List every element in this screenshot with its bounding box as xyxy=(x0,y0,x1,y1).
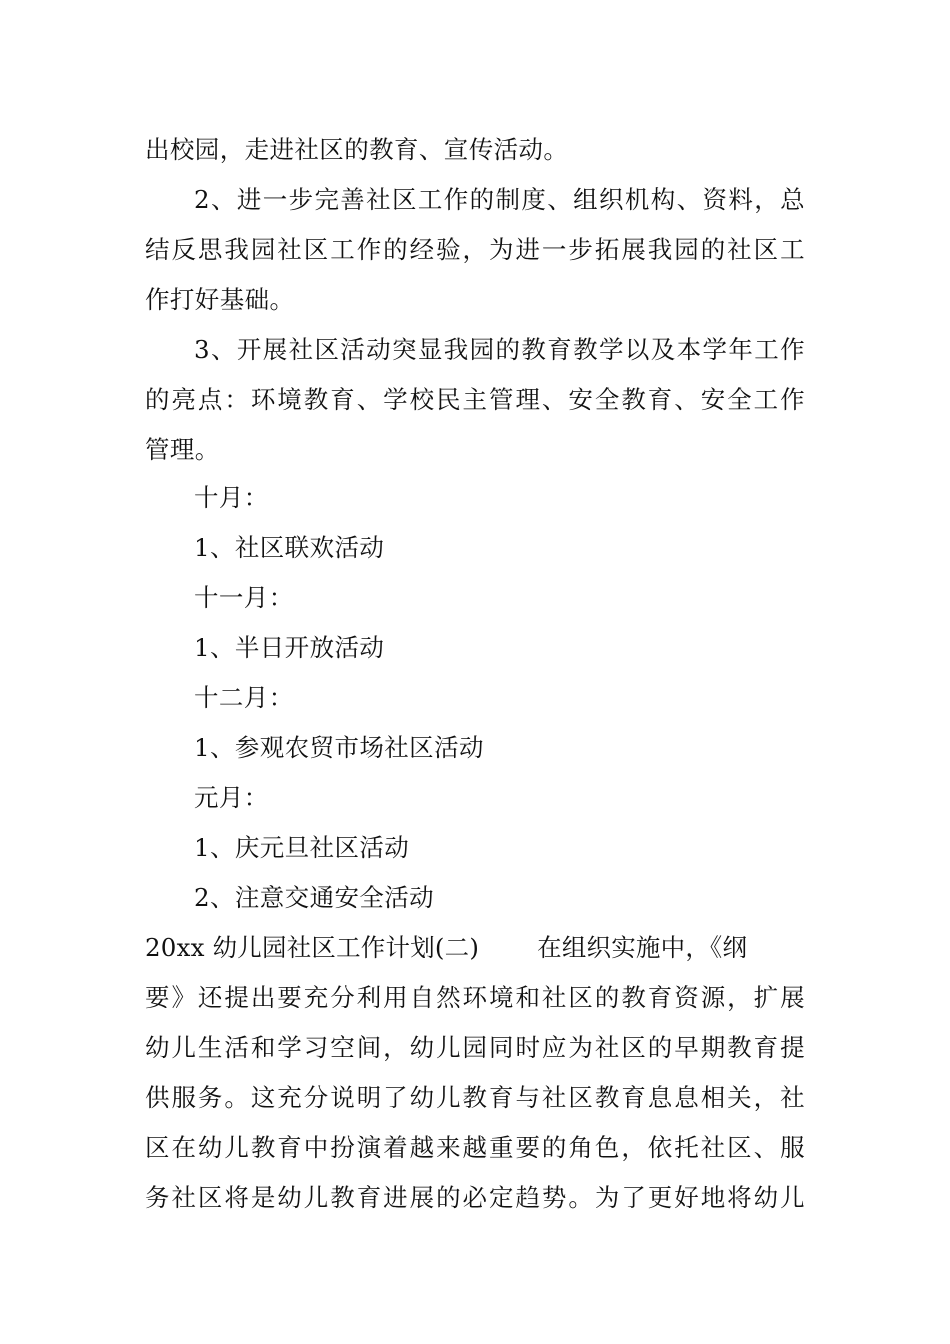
paragraph-line: 区在幼儿教育中扮演着越来越重要的角色，依托社区、服 xyxy=(145,1133,805,1162)
paragraph-line: 要》还提出要充分利用自然环境和社区的教育资源，扩展 xyxy=(145,983,805,1012)
list-item: 1、庆元旦社区活动 xyxy=(194,833,410,862)
paragraph-line: 管理。 xyxy=(145,435,220,464)
paragraph-line: 作打好基础。 xyxy=(145,285,295,314)
paragraph-line: 的亮点：环境教育、学校民主管理、安全教育、安全工作 xyxy=(145,385,805,414)
list-item: 2、注意交通安全活动 xyxy=(194,883,435,912)
paragraph-line: 结反思我园社区工作的经验，为进一步拓展我园的社区工 xyxy=(145,235,805,264)
month-heading: 元月： xyxy=(194,783,269,812)
list-item: 1、半日开放活动 xyxy=(194,633,385,662)
paragraph-line: 3、开展社区活动突显我园的教育教学以及本学年工作 xyxy=(194,335,805,364)
section-heading-line xyxy=(145,932,747,964)
paragraph-line: 2、进一步完善社区工作的制度、组织机构、资料，总 xyxy=(194,185,805,214)
month-heading: 十月： xyxy=(194,483,269,512)
paragraph-line: 供服务。这充分说明了幼儿教育与社区教育息息相关，社 xyxy=(145,1083,805,1112)
paragraph-line: 务社区将是幼儿教育进展的必定趋势。为了更好地将幼儿 xyxy=(145,1183,805,1212)
paragraph-line: 出校园，走进社区的教育、宣传活动。 xyxy=(145,135,569,164)
month-heading: 十二月： xyxy=(194,683,294,712)
list-item: 1、参观农贸市场社区活动 xyxy=(194,733,484,762)
section-first-line: 在组织实施中，《纲 xyxy=(537,933,748,962)
month-heading: 十一月： xyxy=(194,583,294,612)
section-heading: 20xx 幼儿园社区工作计划(二) xyxy=(145,933,480,962)
paragraph-line: 幼儿生活和学习空间，幼儿园同时应为社区的早期教育提 xyxy=(145,1033,805,1062)
list-item: 1、社区联欢活动 xyxy=(194,533,385,562)
